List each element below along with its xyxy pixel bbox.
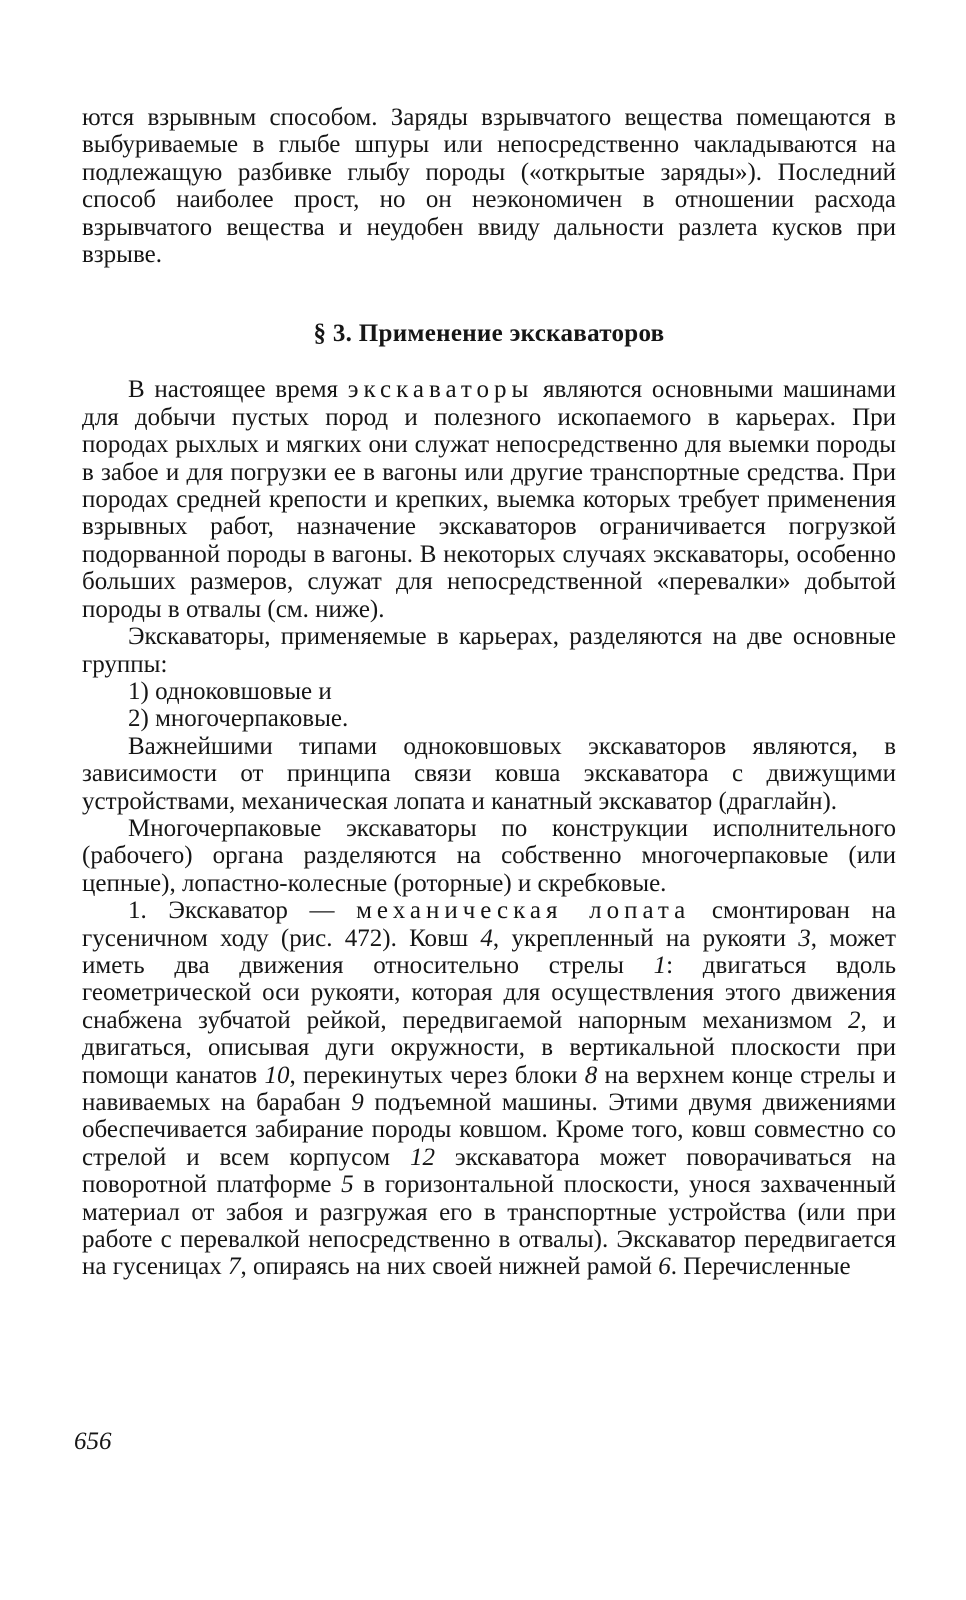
page-number: 656 (74, 1428, 112, 1455)
paragraph-groups: Экскаваторы, применяемые в карьерах, разделяются на две основные группы: (82, 623, 896, 678)
paragraph-blasting: ются взрывным способом. Заряды взрывчатого вещества помещаются в выбуриваемые в глыбе шпуры или непосредственно чакладываются на подлежащую разбивке глыбу породы («открытые заряды»). Последний способ наиболее прост, но он неэкономичен в отношении расхода взрывчатого вещества и неудобен ввиду дальности разлета кусков при взрыве. (82, 104, 896, 269)
page-content (82, 104, 896, 1504)
paragraph-excavators-intro: В настоящее время экскаваторы являются основными машинами для добычи пустых пород и полезного ископаемого в карьерах. При породах рыхлых и мягких они служат непосредственно для выемки породы в забое и для погрузки ее в вагоны или другие транспортные средства. При породах средней крепости и крепких, выемка которых требует применения взрывных работ, назначение экскаваторов ограничивается погрузкой подорванной породы в вагоны. В некоторых случаях экскаваторы, особенно больших размеров, служат для непосредственной «перевалки» добытой породы в отвалы (см. ниже). (82, 376, 897, 623)
list-item-single-bucket: 1) одноковшовые и (128, 677, 332, 705)
paragraph-mechanical-shovel: 1. Экскаватор — механическая лопата смонтирован на гусеничном ходу (рис. 472). Ковш 4, укрепленный на рукояти 3, может иметь два движения относительно стрелы 1: двигаться вдоль геометрической оси рукояти, которая для осуществления этого движения снабжена зубчатой рейкой, передвигаемой напорным механизмом 2, и двигаться, описывая дуги окружности, в вертикальной плоскости при помощи канатов 10, перекинутых через блоки 8 на верхнем конце стрелы и навиваемых на барабан 9 подъемной машины. Этими двумя движениями обеспечивается забирание породы ковшом. Кроме того, ковш совместно со стрелой и всем корпусом 12 экскаватора может поворачиваться на поворотной платформе 5 в горизонтальной плоскости, унося захваченный материал от забоя и разгружая его в транспортные устройства (или при работе с перевалкой непосредственно в отвалы). Экскаватор передвигается на гусеницах 7, опираясь на них своей нижней рамой 6. Перечисленные (82, 897, 897, 1281)
section-heading: § 3. Применение экскаваторов (313, 320, 665, 348)
paragraph-multi-bucket-types: Многочерпаковые экскаваторы по конструкции исполнительного (рабочего) органа разделяются на собственно многочерпаковые (или цепные), лопастно-колесные (роторные) и скребковые. (82, 814, 896, 897)
list-item-multi-bucket: 2) многочерпаковые. (128, 705, 349, 733)
paragraph-single-bucket-types: Важнейшими типами одноковшовых экскаваторов являются, в зависимости от принципа связи ковша экскаватора с движущими устройствами, механическая лопата и канатный экскаватор (драглайн). (82, 732, 896, 815)
